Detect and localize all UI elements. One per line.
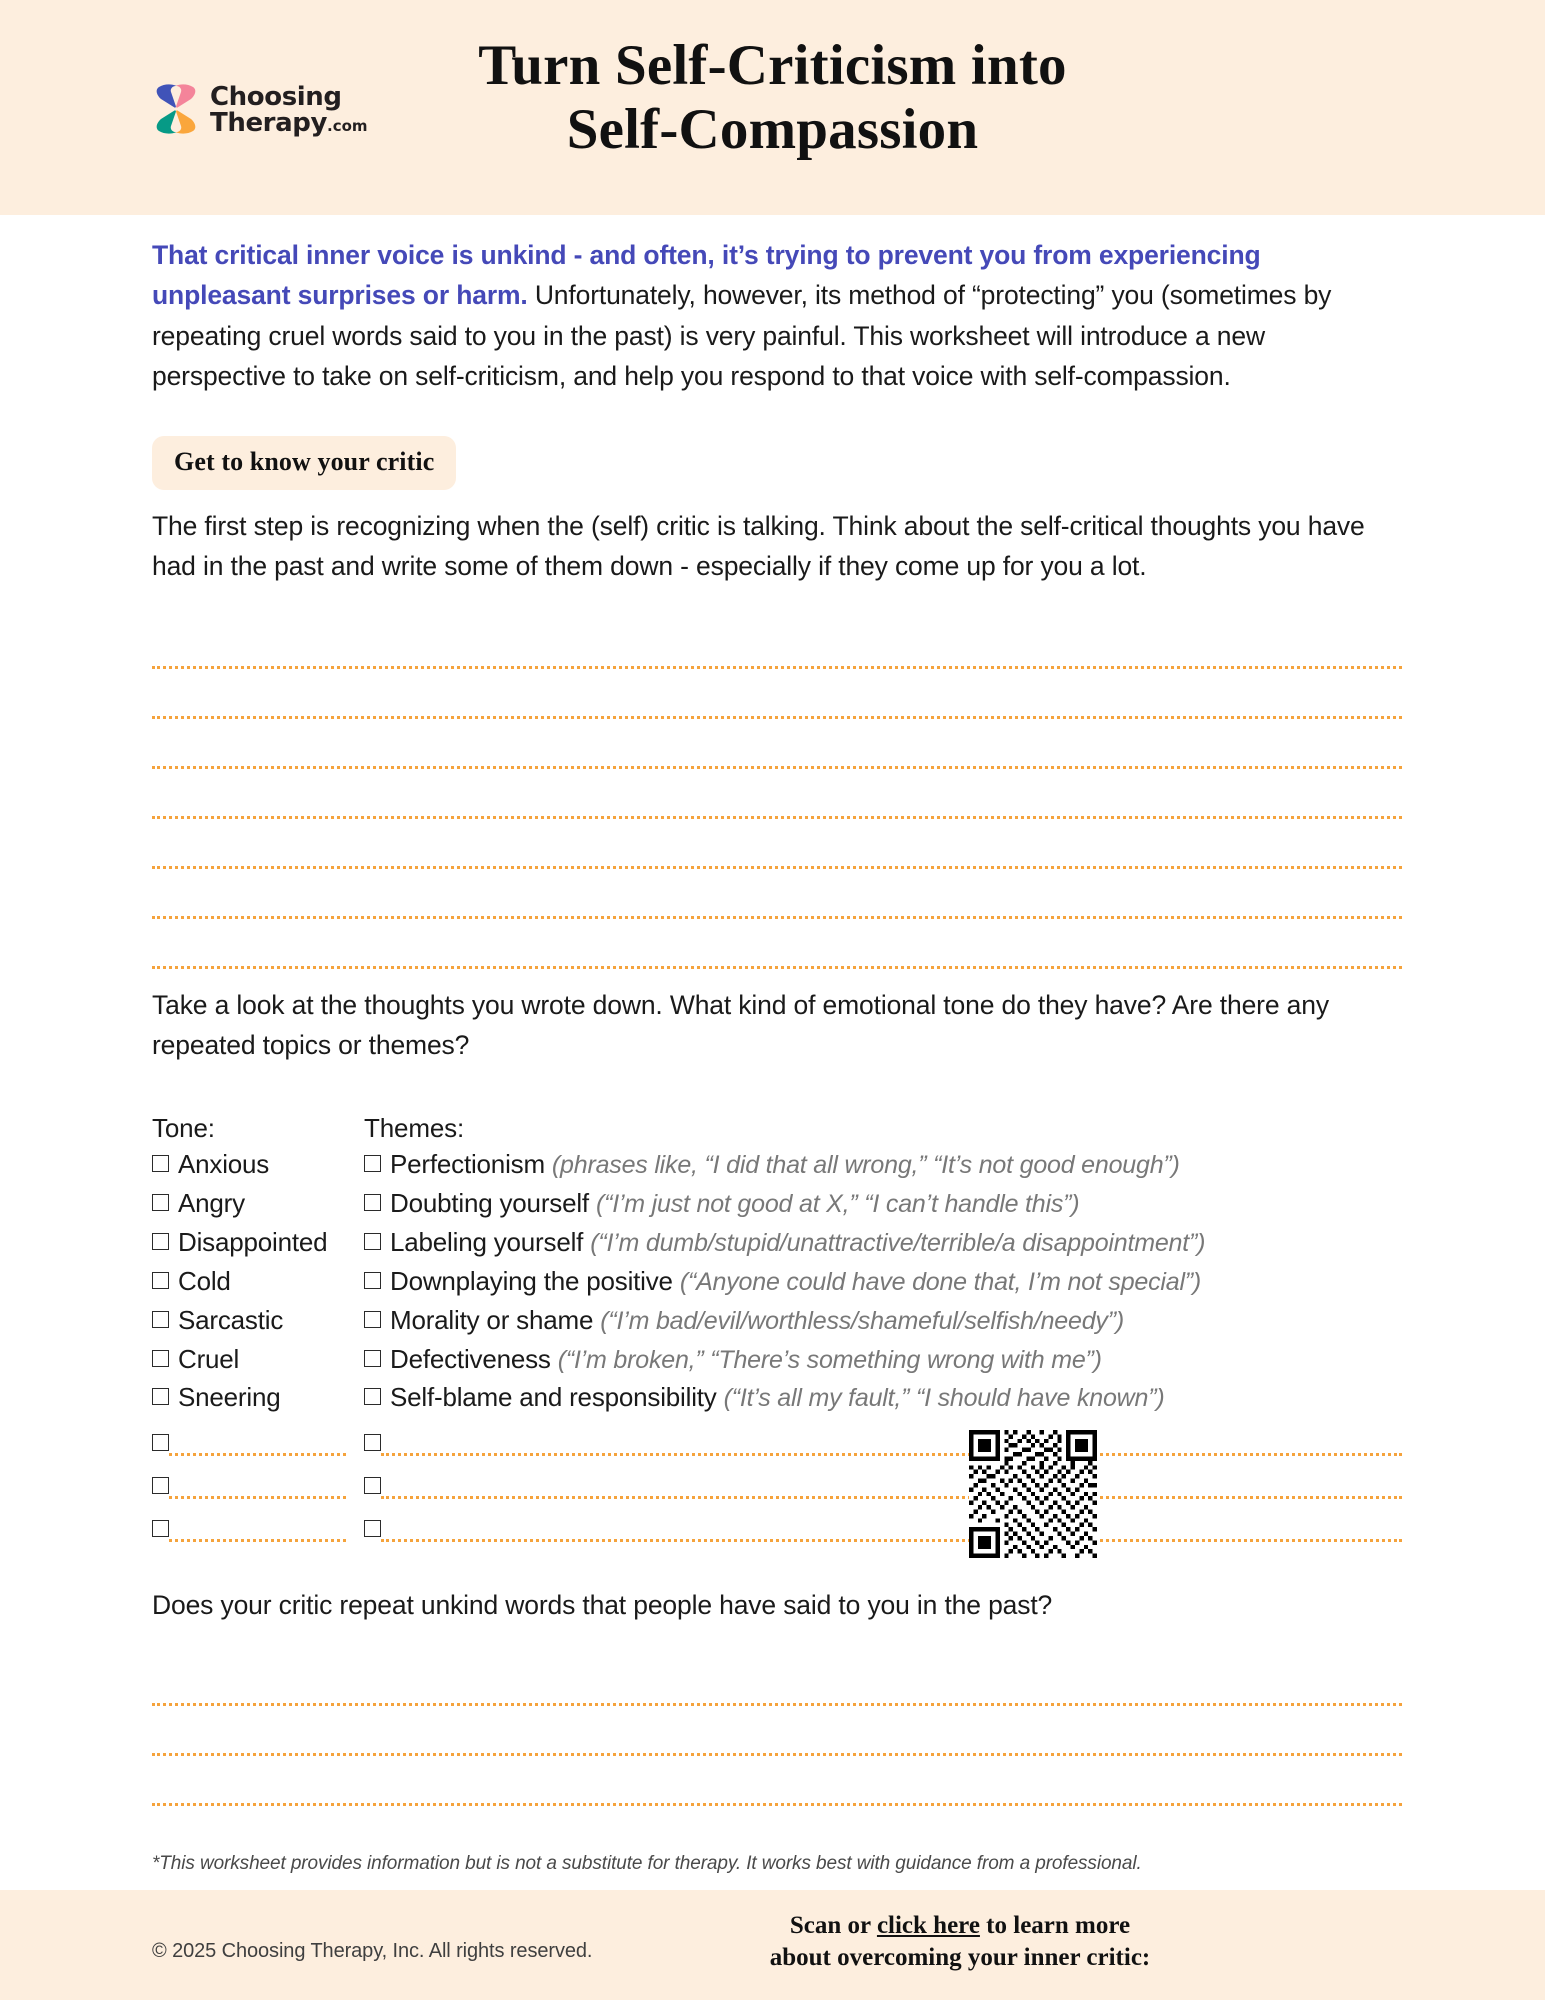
followup-question: Take a look at the thoughts you wrote down. What kind of emotional tone do they have? Are there any repeated topics or themes? bbox=[152, 989, 1329, 1060]
checkbox-icon[interactable] bbox=[364, 1520, 381, 1537]
checkbox-icon[interactable] bbox=[364, 1434, 381, 1451]
writing-line[interactable] bbox=[152, 1656, 1402, 1706]
theme-label: Doubting yourself bbox=[390, 1188, 589, 1219]
theme-checkbox-row[interactable] bbox=[364, 1150, 1402, 1180]
tone-checkbox-row[interactable] bbox=[152, 1345, 364, 1375]
final-question: Does your critic repeat unkind words that people have said to you in the past? bbox=[152, 1590, 1053, 1621]
writing-line[interactable] bbox=[152, 819, 1402, 869]
blank-write-line[interactable] bbox=[381, 1513, 1402, 1542]
scan-pre: Scan or bbox=[789, 1912, 877, 1939]
writing-line[interactable] bbox=[152, 769, 1402, 819]
checkbox-icon[interactable] bbox=[152, 1194, 169, 1211]
blank-write-line[interactable] bbox=[169, 1427, 346, 1456]
checkbox-icon[interactable] bbox=[152, 1155, 169, 1172]
intro-paragraph bbox=[152, 235, 1402, 396]
page-title-line-1: Turn Self-Criticism into bbox=[478, 34, 1067, 97]
tone-checkbox-row[interactable] bbox=[152, 1383, 364, 1413]
section-badge-wrap bbox=[152, 396, 1402, 490]
tone-label: Anxious bbox=[178, 1149, 270, 1180]
section-badge: Get to know your critic bbox=[152, 436, 456, 490]
checkbox-icon[interactable] bbox=[364, 1194, 381, 1211]
checkbox-icon[interactable] bbox=[152, 1233, 169, 1250]
logo-dotcom: .com bbox=[327, 117, 368, 135]
theme-label: Defectiveness bbox=[390, 1343, 551, 1374]
theme-hint: (“Anyone could have done that, I’m not special”) bbox=[679, 1267, 1202, 1296]
writing-line[interactable] bbox=[152, 1756, 1402, 1806]
checkbox-icon[interactable] bbox=[364, 1155, 381, 1172]
theme-label: Downplaying the positive bbox=[390, 1265, 673, 1296]
tone-checkbox-row[interactable] bbox=[152, 1306, 364, 1336]
theme-checkbox-row[interactable] bbox=[364, 1306, 1402, 1336]
scan-line-2: about overcoming your inner critic: bbox=[769, 1943, 1151, 1971]
click-here-link[interactable]: click here bbox=[876, 1912, 980, 1939]
disclaimer-text: *This worksheet provides information but is not a substitute for therapy. It works best with guidance from a professional. bbox=[152, 1853, 1142, 1874]
theme-checkbox-row[interactable] bbox=[364, 1228, 1402, 1258]
checkbox-icon[interactable] bbox=[364, 1311, 381, 1328]
checkbox-icon[interactable] bbox=[152, 1388, 169, 1405]
intro-lead: That critical inner voice is unkind - and often, it’s trying to prevent you from experiencing unpleasant surprises or harm. bbox=[152, 240, 1261, 311]
tone-label: Sarcastic bbox=[178, 1304, 284, 1335]
theme-checkbox-row[interactable] bbox=[364, 1383, 1402, 1413]
tone-label: Cruel bbox=[178, 1343, 240, 1374]
checkbox-icon[interactable] bbox=[364, 1388, 381, 1405]
checkbox-icon[interactable] bbox=[152, 1520, 169, 1537]
scan-line-1 bbox=[690, 1910, 1230, 1942]
tone-label: Disappointed bbox=[178, 1226, 328, 1257]
scan-post: to learn more bbox=[979, 1912, 1131, 1939]
theme-hint: (“I’m dumb/stupid/unattractive/terrible/a disappointment”) bbox=[590, 1228, 1206, 1257]
theme-hint: (“I’m just not good at X,” “I can’t handle this”) bbox=[595, 1190, 1080, 1219]
theme-hint: (phrases like, “I did that all wrong,” “It’s not good enough”) bbox=[551, 1151, 1180, 1180]
writing-lines-final[interactable] bbox=[152, 1656, 1402, 1806]
tone-column bbox=[152, 1115, 364, 1542]
tone-label: Sneering bbox=[178, 1382, 281, 1413]
theme-label: Self-blame and responsibility bbox=[390, 1382, 717, 1413]
theme-label: Labeling yourself bbox=[390, 1226, 584, 1257]
qr-code[interactable] bbox=[969, 1430, 1097, 1558]
writing-line[interactable] bbox=[152, 1706, 1402, 1756]
checkbox-icon[interactable] bbox=[152, 1350, 169, 1367]
logo-line-1: Choosing bbox=[210, 82, 342, 112]
section-prompt: The first step is recognizing when the (self) critic is talking. Think about the self-critical thoughts you have had in the past and write some of them down - especially if they come up for you a lot. bbox=[152, 511, 1365, 582]
writing-line[interactable] bbox=[152, 919, 1402, 969]
theme-label: Perfectionism bbox=[390, 1149, 545, 1180]
writing-line[interactable] bbox=[152, 719, 1402, 769]
blank-write-line[interactable] bbox=[381, 1427, 1402, 1456]
theme-blank-row[interactable] bbox=[364, 1513, 1402, 1542]
writing-line[interactable] bbox=[152, 869, 1402, 919]
blank-write-line[interactable] bbox=[169, 1470, 346, 1499]
checklist-section bbox=[152, 1115, 1402, 1542]
tone-blank-row[interactable] bbox=[152, 1427, 364, 1456]
checkbox-icon[interactable] bbox=[152, 1434, 169, 1451]
tone-blank-row[interactable] bbox=[152, 1513, 364, 1542]
writing-line[interactable] bbox=[152, 619, 1402, 669]
themes-column bbox=[364, 1115, 1402, 1542]
theme-hint: (“I’m broken,” “There’s something wrong with me”) bbox=[557, 1345, 1102, 1374]
theme-checkbox-row[interactable] bbox=[364, 1189, 1402, 1219]
writing-lines-primary[interactable] bbox=[152, 619, 1402, 969]
copyright-text: © 2025 Choosing Therapy, Inc. All rights reserved. bbox=[152, 1940, 593, 1962]
tone-label: Cold bbox=[178, 1265, 231, 1296]
checkbox-icon[interactable] bbox=[364, 1233, 381, 1250]
theme-label: Morality or shame bbox=[390, 1304, 594, 1335]
tone-label: Angry bbox=[178, 1188, 245, 1219]
page-header bbox=[0, 0, 1545, 215]
blank-write-line[interactable] bbox=[381, 1470, 1402, 1499]
intro-rest: Unfortunately, however, its method of “protecting” you (sometimes by repeating cruel words said to you in the past) is very painful. This worksheet will introduce a new perspective to take on self-criticism, and help you respond to that voice with self-compassion. bbox=[152, 280, 1332, 391]
writing-line[interactable] bbox=[152, 669, 1402, 719]
tone-checkbox-row[interactable] bbox=[152, 1189, 364, 1219]
checkbox-icon[interactable] bbox=[152, 1477, 169, 1494]
page-title bbox=[0, 34, 1545, 162]
theme-hint: (“It’s all my fault,” “I should have known”) bbox=[723, 1384, 1165, 1413]
theme-checkbox-row[interactable] bbox=[364, 1345, 1402, 1375]
themes-heading: Themes: bbox=[364, 1113, 465, 1144]
theme-hint: (“I’m bad/evil/worthless/shameful/selfish/needy”) bbox=[600, 1306, 1124, 1335]
worksheet-content bbox=[152, 235, 1402, 1806]
tone-heading: Tone: bbox=[152, 1113, 215, 1144]
tone-checkbox-row[interactable] bbox=[152, 1267, 364, 1297]
checkbox-icon[interactable] bbox=[152, 1272, 169, 1289]
theme-blank-row[interactable] bbox=[364, 1470, 1402, 1499]
checkbox-icon[interactable] bbox=[364, 1350, 381, 1367]
theme-checkbox-row[interactable] bbox=[364, 1267, 1402, 1297]
scan-callout bbox=[690, 1910, 1230, 1973]
checkbox-icon[interactable] bbox=[364, 1477, 381, 1494]
logo-line-2: Therapy.com bbox=[210, 108, 368, 138]
tone-blank-row[interactable] bbox=[152, 1470, 364, 1499]
blank-write-line[interactable] bbox=[169, 1513, 346, 1542]
checkbox-icon[interactable] bbox=[364, 1272, 381, 1289]
page-title-line-2: Self-Compassion bbox=[566, 97, 979, 161]
checkbox-icon[interactable] bbox=[152, 1311, 169, 1328]
tone-checkbox-row[interactable] bbox=[152, 1228, 364, 1258]
theme-blank-row[interactable] bbox=[364, 1427, 1402, 1456]
tone-checkbox-row[interactable] bbox=[152, 1150, 364, 1180]
